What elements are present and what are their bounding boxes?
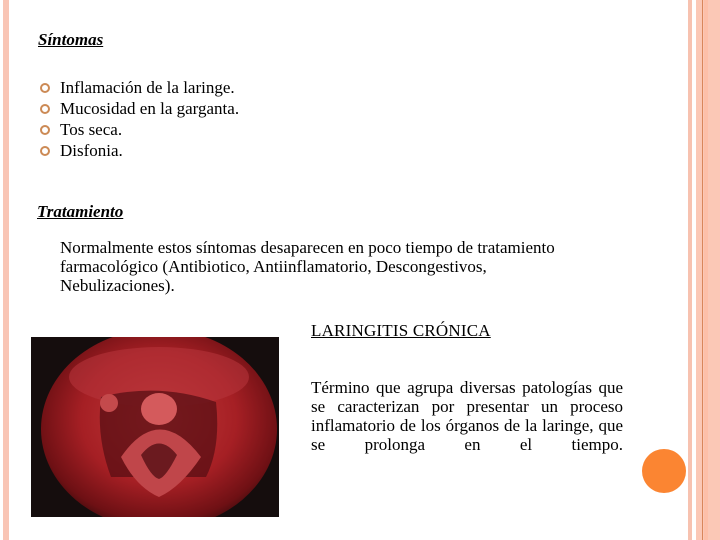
cronica-paragraph: Término que agrupa diversas patologías que se caracterizan por presentar un proceso inflamatorio de los órganos de la laringe, que se prolonga en el tiempo.: [311, 378, 623, 454]
right-decor-line: [702, 0, 703, 540]
list-item-text: Mucosidad en la garganta.: [60, 99, 240, 118]
right-decor-stripe: [688, 0, 692, 540]
right-decor-band: [704, 0, 708, 540]
right-decor-fill: [696, 0, 720, 540]
left-decor-bar: [3, 0, 9, 540]
list-item-text: Tos seca.: [60, 120, 123, 139]
ring-bullet-icon: [40, 83, 50, 93]
ring-bullet-icon: [40, 104, 50, 114]
larynx-photo: [31, 337, 279, 517]
tratamiento-paragraph: Normalmente estos síntomas desaparecen en poco tiempo de tratamiento farmacológico (Antibiotico, Antiinflamatorio, Descongestivos, Nebulizaciones).: [60, 238, 555, 295]
ring-bullet-icon: [40, 125, 50, 135]
cronica-title: LARINGITIS CRÓNICA: [311, 321, 491, 340]
sintomas-heading: Síntomas: [38, 30, 104, 49]
list-item: [38, 98, 239, 119]
sintomas-list: [38, 77, 239, 161]
list-item-text: Inflamación de la laringe.: [60, 78, 235, 97]
tratamiento-heading: Tratamiento: [37, 202, 124, 221]
list-item: [38, 77, 239, 98]
list-item-text: Disfonia.: [60, 141, 123, 160]
list-item: [38, 140, 239, 161]
ring-bullet-icon: [40, 146, 50, 156]
list-item: [38, 119, 239, 140]
larynx-image-icon: [31, 337, 279, 517]
orange-circle-decoration: [642, 449, 686, 493]
